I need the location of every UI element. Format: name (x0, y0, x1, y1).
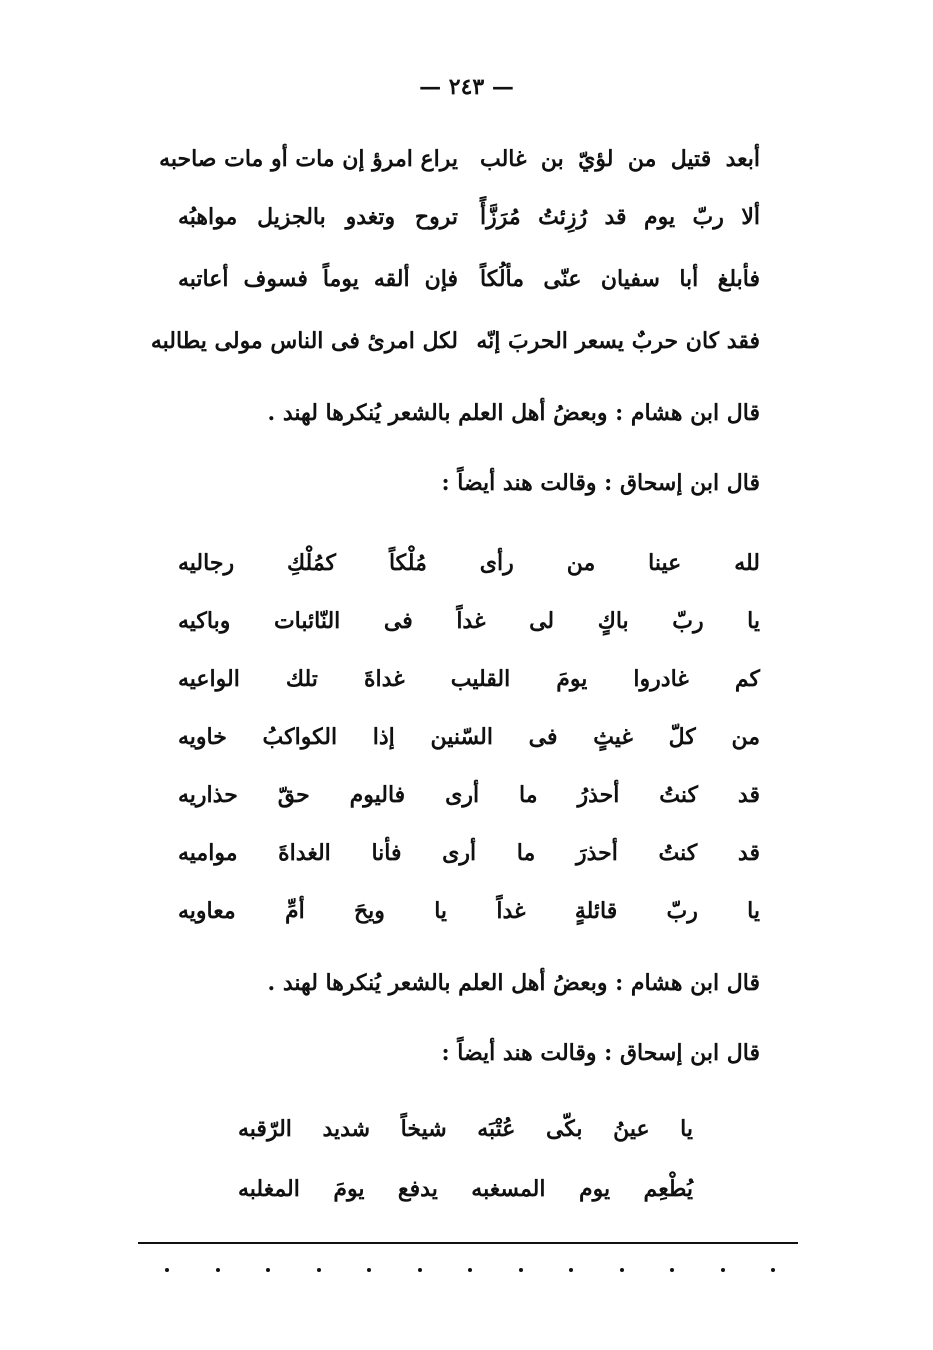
poem2-line: يا ربّ قائلةٍ غداً يا ويحَ أمِّ معاويه (178, 898, 760, 924)
page-number: — ٢٤٣ — (419, 74, 514, 100)
verse-first-hemistich: فقد كان حربٌ يسعر الحربَ إنّه (476, 328, 760, 354)
footer-dots (165, 1268, 775, 1282)
footer-dot (266, 1268, 270, 1272)
poem1-verse (150, 146, 760, 186)
verse-first-hemistich: أبعد قتيل من لؤيّ بن غالب (480, 146, 760, 172)
poem2-line: يا ربّ باكٍ لى غداً فى النّائبات وباكيه (178, 608, 760, 634)
footer-dot (468, 1268, 472, 1272)
poem1-verse (150, 328, 760, 368)
verse-first-hemistich: ألا ربّ يوم قد رُزِئتُ مُرَزَّأً (480, 204, 760, 230)
poem2-line: من كلّ غيثٍ فى السّنين إذا الكواكبُ خاويه (178, 724, 760, 750)
poem1-verse (150, 204, 760, 244)
verse-second-hemistich: تروح وتغدو بالجزيل مواهبُه (178, 204, 458, 230)
verse-first-hemistich: فأبلغ أبا سفيان عنّى مألُكاً (480, 266, 760, 292)
footer-dot (519, 1268, 523, 1272)
ibn-ishaq-intro: قال ابن إسحاق : وقالت هند أيضاً : (441, 470, 760, 496)
verse-second-hemistich: لكل امرئ فى الناس مولى يطالبه (150, 328, 458, 354)
footer-dot (670, 1268, 674, 1272)
poem3-line: يُطْعِم يوم المسغبه يدفع يومَ المغلبه (238, 1176, 693, 1202)
poem2-line: قد كنتُ أحذرَ ما أرى فأنا الغداةَ مواميه (178, 840, 760, 866)
poem2-line: كم غادروا يومَ القليب غداةَ تلك الواعيه (178, 666, 760, 692)
footer-dot (721, 1268, 725, 1272)
footer-dot (418, 1268, 422, 1272)
verse-second-hemistich: يراع امرؤ إن مات أو مات صاحبه (159, 146, 458, 172)
footer-dot (317, 1268, 321, 1272)
poem2-line: قد كنتُ أحذرُ ما أرى فاليوم حقّ حذاريه (178, 782, 760, 808)
ibn-ishaq-intro: قال ابن إسحاق : وقالت هند أيضاً : (441, 1040, 760, 1066)
poem2-line: لله عينا من رأى مُلْكاً كمُلْكِ رجاليه (178, 550, 760, 576)
footer-dot (771, 1268, 775, 1272)
ibn-hisham-note: قال ابن هشام : وبعضُ أهل العلم بالشعر يُنكرها لهند . (267, 970, 760, 996)
footer-dot (620, 1268, 624, 1272)
footer-dot (165, 1268, 169, 1272)
footer-dot (569, 1268, 573, 1272)
poem1-verse (150, 266, 760, 306)
footer-dot (216, 1268, 220, 1272)
footer-rule (138, 1242, 798, 1244)
ibn-hisham-note: قال ابن هشام : وبعضُ أهل العلم بالشعر يُنكرها لهند . (267, 400, 760, 426)
footer-dot (367, 1268, 371, 1272)
poem3-line: يا عينُ بكّى عُتْبَه شيخاً شديد الرّقبه (238, 1116, 693, 1142)
verse-second-hemistich: فإن ألقه يوماً فسوف أعاتبه (178, 266, 458, 292)
